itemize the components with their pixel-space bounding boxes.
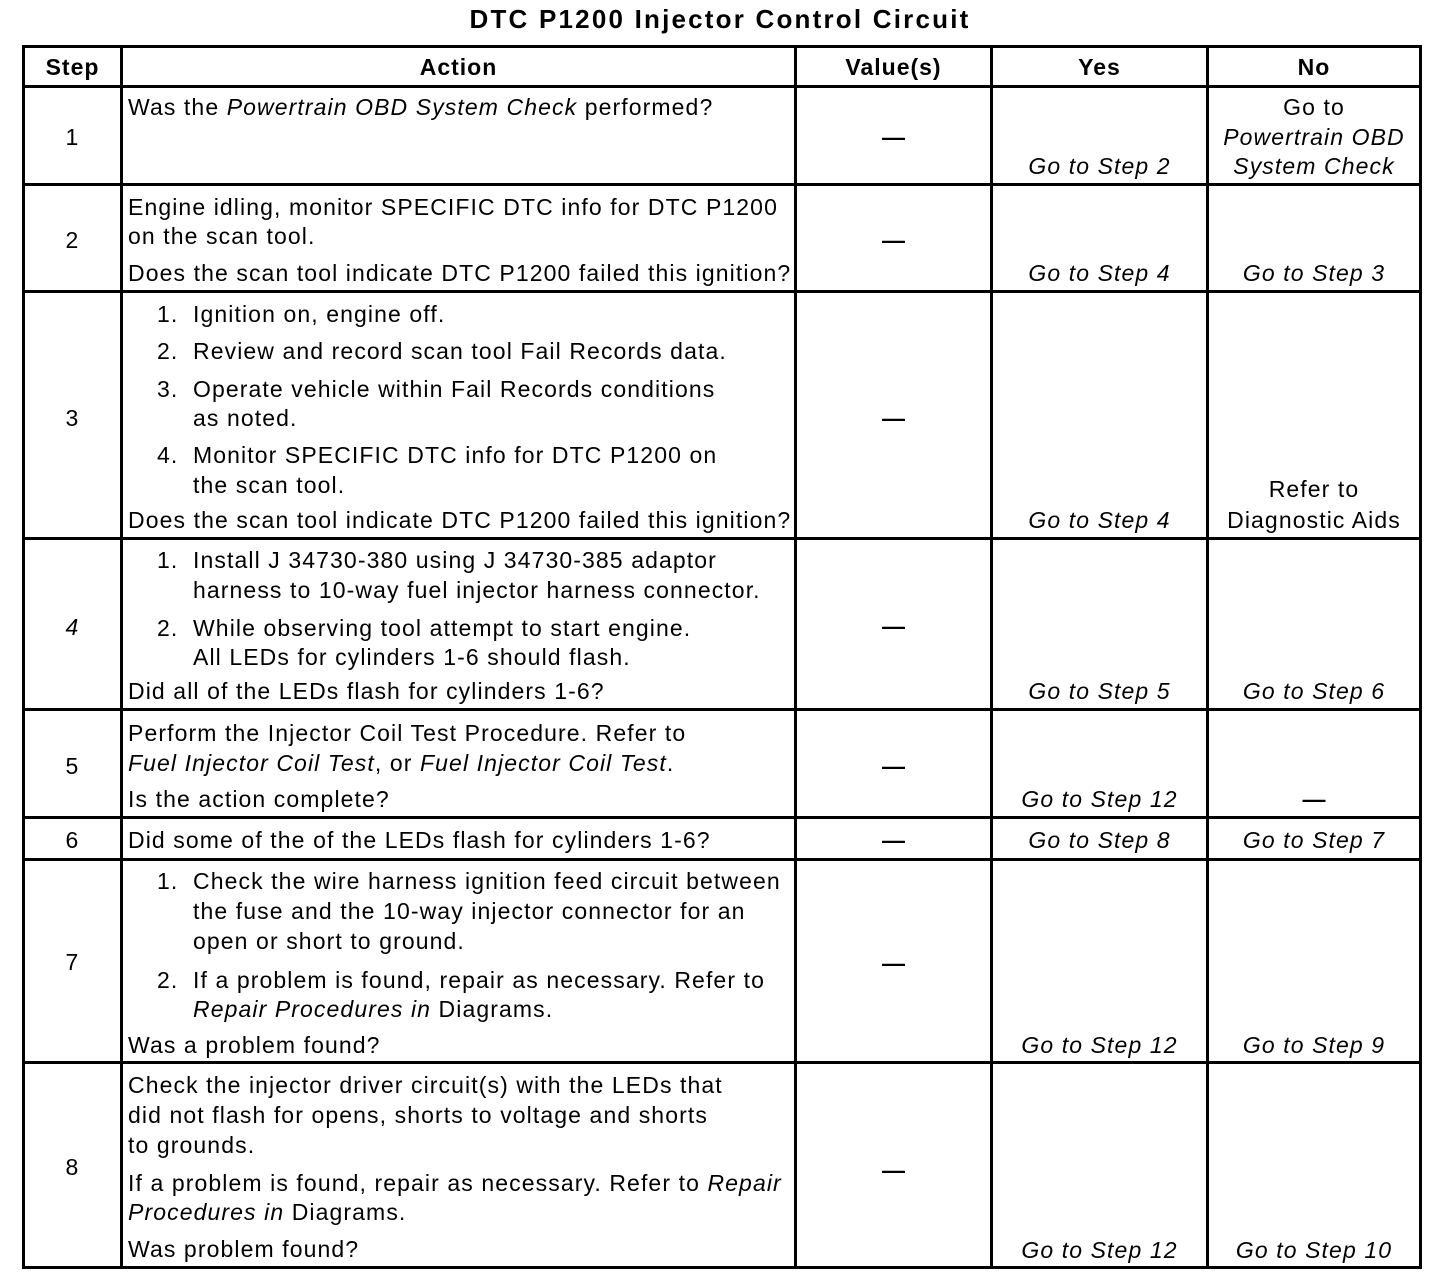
step-5-action-line (128, 749, 674, 777)
step-2-yes-result: Go to Step 4 (1028, 260, 1171, 286)
table-rule (22, 537, 1422, 540)
column-header-action: Action (419, 54, 498, 80)
step-7-list-item: open or short to ground. (193, 928, 465, 954)
step-8-action-line: did not flash for opens, shorts to voltage and shorts (128, 1102, 708, 1128)
table-rule (22, 290, 1422, 293)
step-4-number: 4 (65, 614, 80, 640)
step-6-question: Did some of the of the LEDs flash for cylinders 1-6? (128, 827, 711, 853)
step-7-list-item (193, 995, 553, 1023)
column-header-values: Value(s) (845, 54, 942, 80)
step-7-list-item: the fuse and the 10-way injector connector for an (193, 898, 746, 924)
step-5-action-line: Perform the Injector Coil Test Procedure. Refer to (128, 720, 687, 746)
step-3-list-item: Monitor SPECIFIC DTC info for DTC P1200 on (193, 442, 718, 468)
step-8-number: 8 (65, 1154, 80, 1180)
table-rule (22, 1266, 1422, 1269)
step-8-yes-result: Go to Step 12 (1021, 1237, 1178, 1263)
step-7-list-item: If a problem is found, repair as necessary. Refer to (193, 967, 765, 993)
step-8-no-result: Go to Step 10 (1235, 1237, 1393, 1263)
table-rule (990, 45, 993, 1269)
step-5-reference: Fuel Injector Coil Test (420, 750, 667, 776)
table-rule (22, 85, 1422, 88)
step-3-yes-result: Go to Step 4 (1028, 507, 1171, 533)
step-1-value: — (882, 124, 905, 150)
table-rule (1419, 45, 1422, 1269)
step-8-action-line (128, 1198, 406, 1226)
step-7-reference: Repair Procedures in (193, 996, 432, 1022)
step-3-list-item: Review and record scan tool Fail Records data. (193, 338, 727, 364)
step-7-list-number: 1. (157, 868, 179, 894)
step-2-no-result: Go to Step 3 (1242, 260, 1386, 286)
table-rule (22, 1061, 1422, 1064)
step-5-action-text: . (666, 750, 675, 776)
step-4-list-number: 2. (157, 615, 179, 641)
step-1-question (128, 93, 713, 121)
step-4-list-item: While observing tool attempt to start engine. (193, 615, 692, 641)
step-3-no-result: Diagnostic Aids (1227, 507, 1401, 533)
table-rule (22, 816, 1422, 819)
step-3-question: Does the scan tool indicate DTC P1200 failed this ignition? (128, 507, 792, 533)
step-2-question: Does the scan tool indicate DTC P1200 failed this ignition? (128, 260, 792, 286)
step-4-yes-result: Go to Step 5 (1028, 678, 1171, 704)
step-3-list-item: the scan tool. (193, 472, 346, 498)
step-8-action-line: to grounds. (128, 1132, 256, 1158)
step-3-list-number: 3. (157, 376, 179, 402)
step-3-list-number: 1. (157, 301, 179, 327)
step-8-reference: Procedures in (128, 1199, 285, 1225)
step-8-question: Was problem found? (128, 1236, 360, 1262)
page-title: DTC P1200 Injector Control Circuit (469, 4, 971, 34)
table-rule (22, 183, 1422, 186)
step-3-list-item: Operate vehicle within Fail Records conditions (193, 376, 716, 402)
step-3-no-result: Refer to (1268, 476, 1360, 502)
step-8-action-line: Check the injector driver circuit(s) with the LEDs that (128, 1072, 723, 1098)
step-4-question: Did all of the LEDs flash for cylinders 1-6? (128, 678, 605, 704)
step-4-list-number: 1. (157, 547, 179, 573)
step-8-reference: Repair (707, 1170, 782, 1196)
table-rule (22, 45, 1422, 48)
step-7-yes-result: Go to Step 12 (1021, 1032, 1178, 1058)
step-6-number: 6 (65, 827, 80, 853)
step-3-value: — (882, 405, 905, 431)
step-4-no-result: Go to Step 6 (1242, 678, 1386, 704)
step-3-list-item: Ignition on, engine off. (193, 301, 446, 327)
step-4-value: — (882, 613, 905, 639)
step-1-no-reference: System Check (1233, 153, 1395, 179)
step-5-no-result: — (1302, 786, 1326, 812)
step-7-number: 7 (65, 949, 80, 975)
step-3-number: 3 (65, 405, 80, 431)
step-5-number: 5 (65, 753, 80, 779)
step-7-question: Was a problem found? (128, 1032, 381, 1058)
table-rule (22, 858, 1422, 861)
step-3-list-item: as noted. (193, 405, 298, 431)
step-5-question: Is the action complete? (128, 786, 390, 812)
step-3-list-number: 2. (157, 338, 179, 364)
step-5-yes-result: Go to Step 12 (1021, 786, 1178, 812)
step-2-value: — (882, 227, 905, 253)
step-8-action-text: If a problem is found, repair as necessary. Refer to (128, 1170, 708, 1196)
step-1-no-result: Go to (1283, 94, 1345, 120)
step-4-list-item: Install J 34730-380 using J 34730-385 adaptor (193, 547, 717, 573)
step-7-no-result: Go to Step 9 (1242, 1032, 1386, 1058)
step-6-no-result: Go to Step 7 (1242, 827, 1386, 853)
step-8-value: — (882, 1157, 905, 1183)
step-1-number: 1 (65, 124, 80, 150)
step-2-action-line: on the scan tool. (128, 223, 316, 249)
step-1-no-reference: Powertrain OBD (1223, 124, 1405, 150)
table-rule (120, 45, 123, 1269)
step-7-list-number: 2. (157, 967, 179, 993)
step-8-action-text: Diagrams. (284, 1199, 407, 1225)
step-1-question-text: Was the (128, 94, 227, 120)
step-7-list-item: Check the wire harness ignition feed circuit between (193, 868, 781, 894)
step-7-action-text: Diagrams. (431, 996, 554, 1022)
step-6-yes-result: Go to Step 8 (1028, 827, 1171, 853)
column-header-yes: Yes (1078, 54, 1121, 80)
step-2-action-line: Engine idling, monitor SPECIFIC DTC info for DTC P1200 (128, 194, 778, 220)
step-1-yes-result: Go to Step 2 (1028, 153, 1171, 179)
table-rule (1206, 45, 1209, 1269)
step-6-value: — (882, 827, 905, 853)
step-3-list-number: 4. (157, 442, 179, 468)
step-5-action-text: , or (374, 750, 421, 776)
step-4-list-item: All LEDs for cylinders 1-6 should flash. (193, 644, 631, 670)
step-5-reference: Fuel Injector Coil Test (128, 750, 375, 776)
step-4-list-item: harness to 10-way fuel injector harness connector. (193, 577, 761, 603)
step-2-number: 2 (65, 227, 80, 253)
step-7-value: — (882, 950, 905, 976)
column-header-no: No (1297, 54, 1331, 80)
table-rule (22, 708, 1422, 711)
step-5-value: — (882, 753, 905, 779)
step-1-question-reference: Powertrain OBD System Check (226, 94, 578, 120)
step-8-action-line (128, 1169, 782, 1197)
step-1-question-text: performed? (577, 94, 714, 120)
column-header-step: Step (45, 54, 100, 80)
